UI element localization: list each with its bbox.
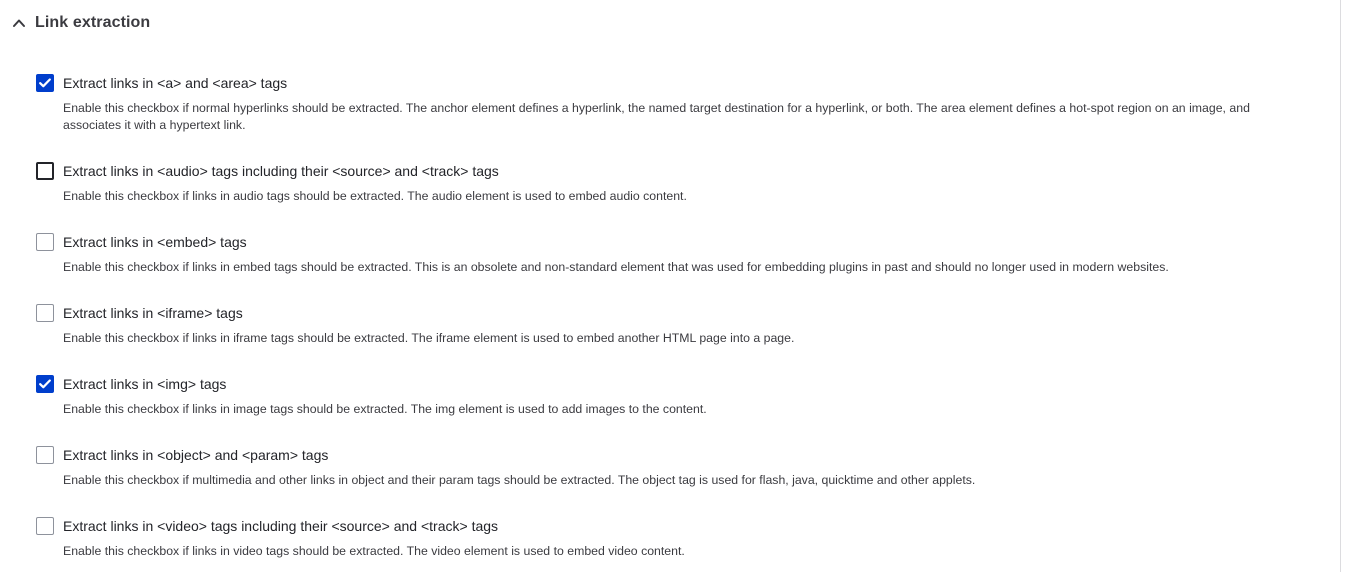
option-extract-img bbox=[36, 375, 1316, 418]
checkbox-extract-audio[interactable] bbox=[36, 162, 54, 180]
checkbox-extract-a-area[interactable] bbox=[36, 74, 54, 92]
option-extract-embed bbox=[36, 233, 1316, 276]
checkmark-icon bbox=[39, 78, 51, 88]
option-label[interactable]: Extract links in <img> tags bbox=[63, 376, 227, 392]
option-description: Enable this checkbox if normal hyperlinks should be extracted. The anchor element defines a hyperlink, the named target destination for a hyperlink, or both. The area element defines a hot-spot region on an image, and associates it with a hypertext link. bbox=[63, 101, 1250, 132]
section-toggle[interactable] bbox=[12, 10, 150, 36]
option-description: Enable this checkbox if links in iframe tags should be extracted. The iframe element is used to embed another HTML page into a page. bbox=[63, 331, 795, 345]
option-description: Enable this checkbox if links in audio tags should be extracted. The audio element is used to embed audio content. bbox=[63, 189, 687, 203]
checkbox-extract-img[interactable] bbox=[36, 375, 54, 393]
option-label[interactable]: Extract links in <a> and <area> tags bbox=[63, 75, 288, 91]
checkbox-extract-embed[interactable] bbox=[36, 233, 54, 251]
option-extract-iframe bbox=[36, 304, 1316, 347]
option-extract-audio bbox=[36, 162, 1316, 205]
option-label[interactable]: Extract links in <audio> tags including their <source> and <track> tags bbox=[63, 163, 499, 179]
checkmark-icon bbox=[39, 379, 51, 389]
checkbox-extract-iframe[interactable] bbox=[36, 304, 54, 322]
option-description: Enable this checkbox if links in embed tags should be extracted. This is an obsolete and non-standard element that was used for embedding plugins in past and should no longer used in modern websites. bbox=[63, 260, 1169, 274]
chevron-up-icon bbox=[12, 16, 26, 30]
checkbox-extract-object-param[interactable] bbox=[36, 446, 54, 464]
option-description: Enable this checkbox if multimedia and other links in object and their param tags should be extracted. The object tag is used for flash, java, quicktime and other applets. bbox=[63, 473, 976, 487]
option-description: Enable this checkbox if links in image tags should be extracted. The img element is used to add images to the content. bbox=[63, 402, 707, 416]
option-label[interactable]: Extract links in <embed> tags bbox=[63, 234, 247, 250]
option-label[interactable]: Extract links in <iframe> tags bbox=[63, 305, 243, 321]
option-label[interactable]: Extract links in <object> and <param> tags bbox=[63, 447, 329, 463]
option-extract-object-param bbox=[36, 446, 1316, 489]
option-extract-a-area bbox=[36, 74, 1316, 134]
option-description: Enable this checkbox if links in video tags should be extracted. The video element is used to embed video content. bbox=[63, 544, 685, 558]
checkbox-extract-video[interactable] bbox=[36, 517, 54, 535]
option-label[interactable]: Extract links in <video> tags including their <source> and <track> tags bbox=[63, 518, 499, 534]
option-extract-video bbox=[36, 517, 1316, 560]
section-title: Link extraction bbox=[35, 14, 151, 31]
